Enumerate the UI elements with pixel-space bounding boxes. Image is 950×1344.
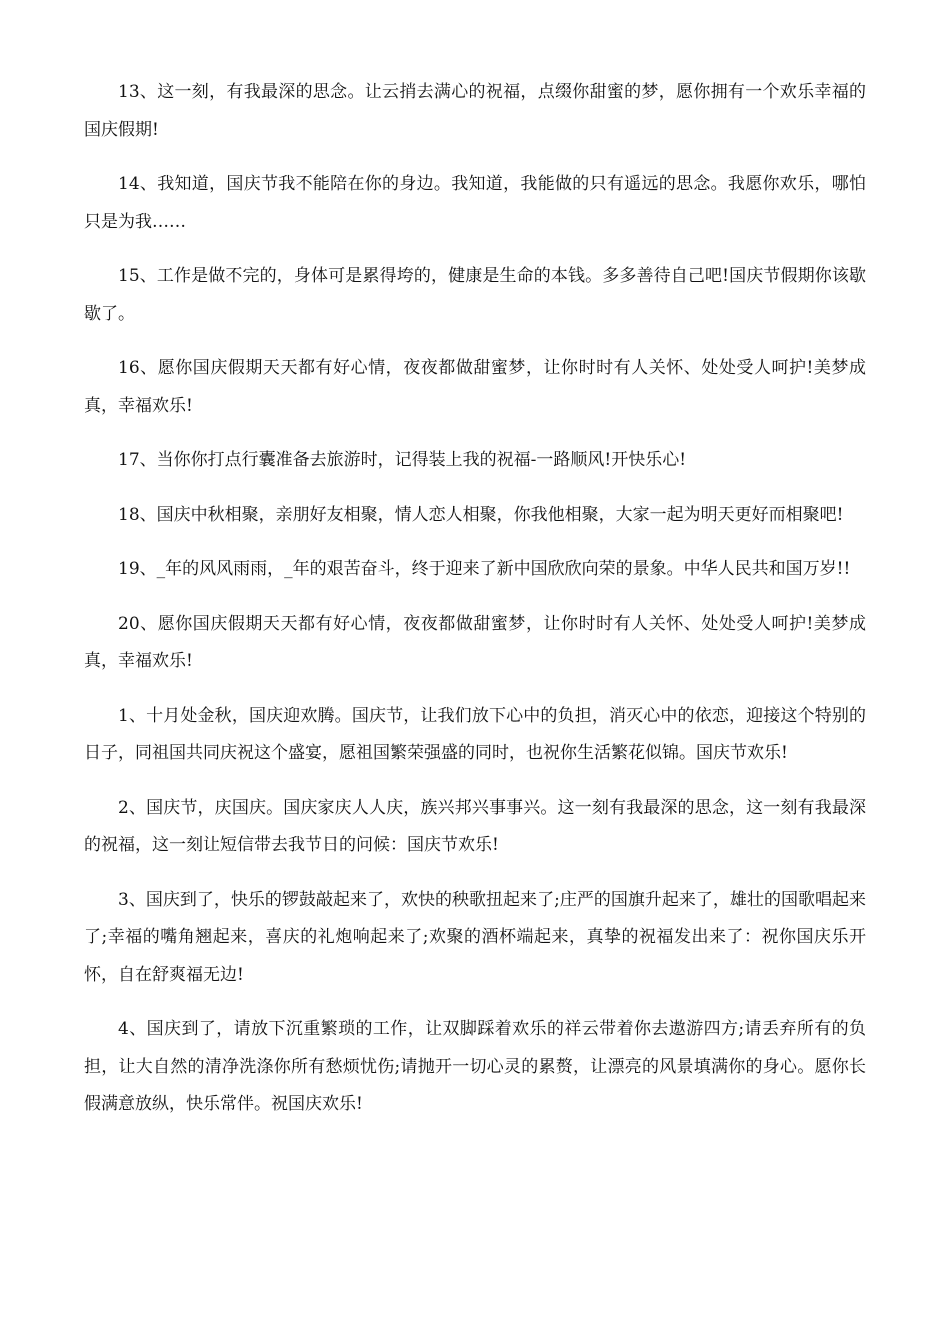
paragraph-20: 20、愿你国庆假期天天都有好心情，夜夜都做甜蜜梦，让你时时有人关怀、处处受人呵护!美梦成真，幸福欢乐! xyxy=(84,613,866,671)
paragraph-19: 19、_年的风风雨雨，_年的艰苦奋斗，终于迎来了新中国欣欣向荣的景象。中华人民共和国万岁!! xyxy=(118,559,851,579)
paragraph-3: 3、国庆到了，快乐的锣鼓敲起来了，欢快的秧歌扭起来了;庄严的国旗升起来了，雄壮的国歌唱起来了;幸福的嘴角翘起来，喜庆的礼炮响起来了;欢聚的酒杯端起来，真挚的祝福发出来了：祝你国庆乐开怀，自在舒爽福无边! xyxy=(84,889,866,985)
paragraph-14: 14、我知道，国庆节我不能陪在你的身边。我知道，我能做的只有遥远的思念。我愿你欢乐，哪怕只是为我…… xyxy=(84,174,866,232)
paragraph-13: 13、这一刻，有我最深的思念。让云捎去满心的祝福，点缀你甜蜜的梦，愿你拥有一个欢乐幸福的国庆假期! xyxy=(84,82,866,140)
paragraph-17: 17、当你你打点行囊准备去旅游时，记得装上我的祝福-一路顺风!开快乐心! xyxy=(118,450,687,470)
paragraph-18: 18、国庆中秋相聚，亲朋好友相聚，情人恋人相聚，你我他相聚，大家一起为明天更好而相聚吧! xyxy=(118,504,844,525)
paragraph-1: 1、十月处金秋，国庆迎欢腾。国庆节，让我们放下心中的负担，消灭心中的依恋，迎接这个特别的日子，同祖国共同庆祝这个盛宴，愿祖国繁荣强盛的同时，也祝你生活繁花似锦。国庆节欢乐! xyxy=(84,705,866,763)
paragraph-4: 4、国庆到了，请放下沉重繁琐的工作，让双脚踩着欢乐的祥云带着你去遨游四方;请丢弃所有的负担，让大自然的清净洗涤你所有愁烦忧伤;请抛开一切心灵的累赘，让漂亮的风景填满你的身心。愿你长假满意放纵，快乐常伴。祝国庆欢乐! xyxy=(84,1019,866,1114)
paragraph-2: 2、国庆节，庆国庆。国庆家庆人人庆，族兴邦兴事事兴。这一刻有我最深的思念，这一刻有我最深的祝福，这一刻让短信带去我节日的问候：国庆节欢乐! xyxy=(84,797,866,855)
paragraph-15: 15、工作是做不完的，身体可是累得垮的，健康是生命的本钱。多多善待自己吧!国庆节假期你该歇歇了。 xyxy=(84,266,866,324)
paragraph-16: 16、愿你国庆假期天天都有好心情，夜夜都做甜蜜梦，让你时时有人关怀、处处受人呵护!美梦成真，幸福欢乐! xyxy=(84,358,866,416)
